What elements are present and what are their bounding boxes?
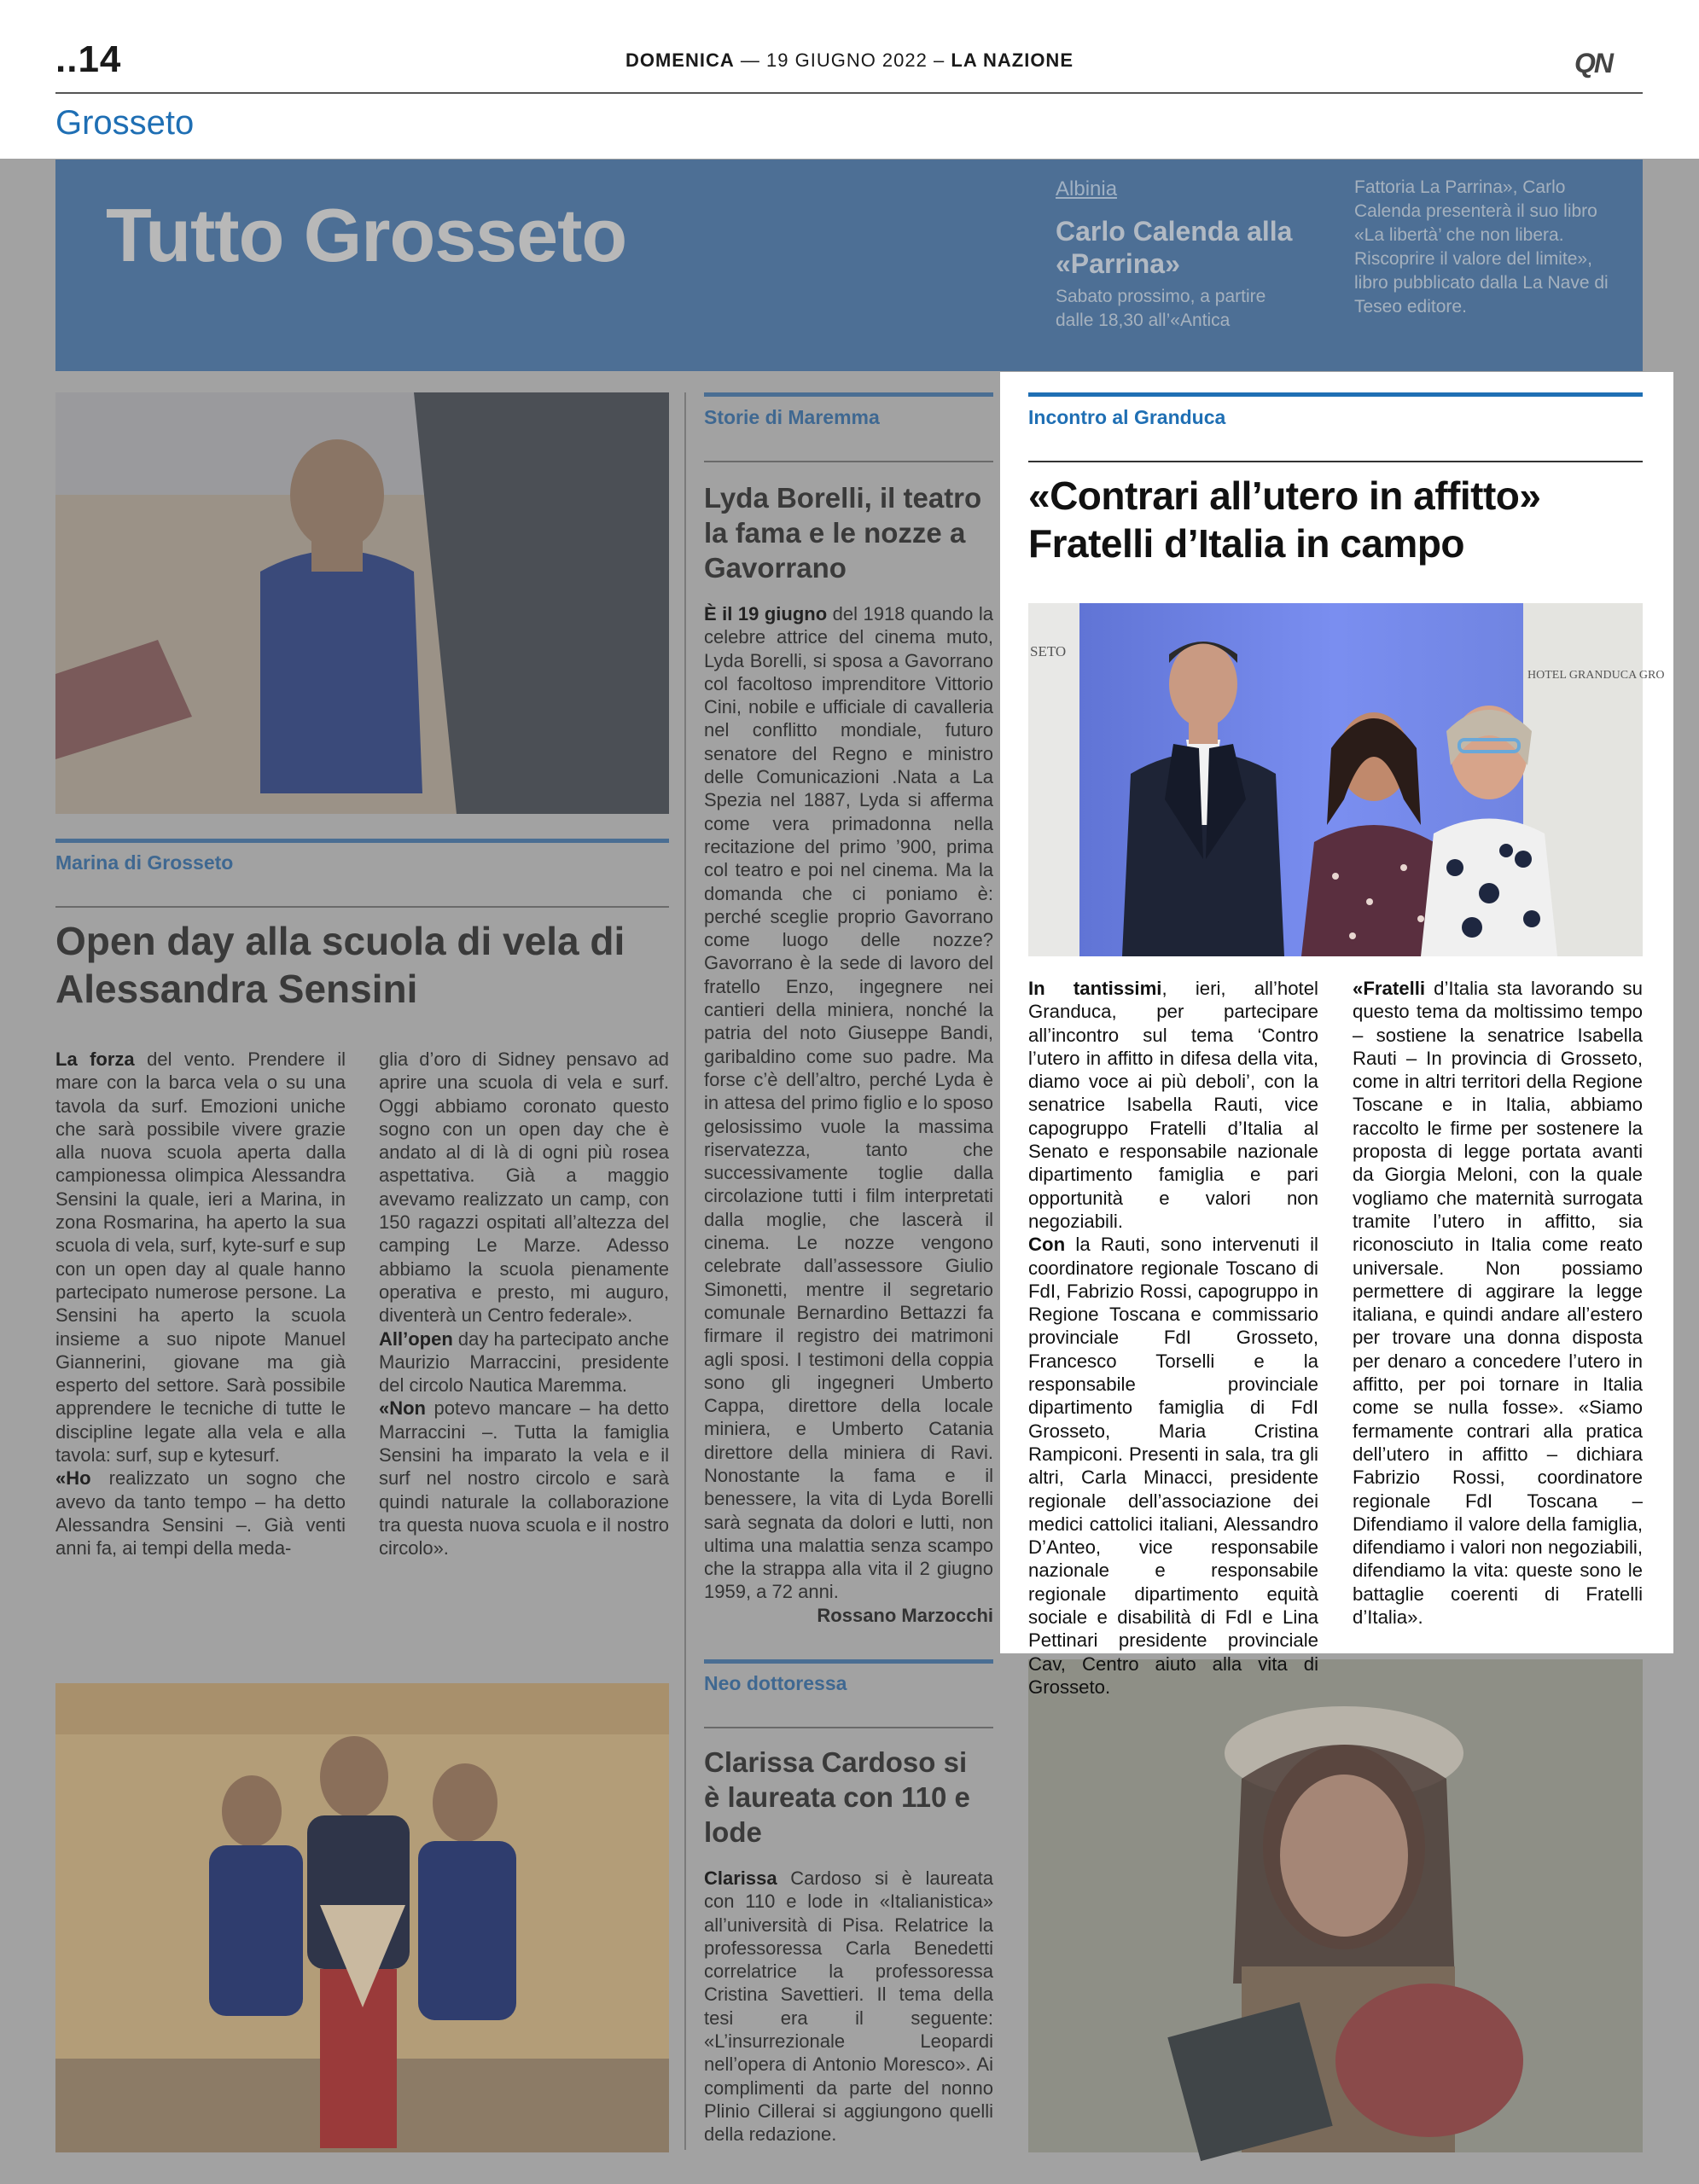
article-col-2 xyxy=(1353,977,1643,1629)
article-photo xyxy=(1028,603,1665,956)
sensini-text-2: realizzato un sogno che avevo da tanto tempo – ha detto Alessandra Sensini –. Già venti anni fa, ai tempi della meda- xyxy=(55,1467,346,1560)
date-separator-2: – xyxy=(934,49,951,71)
cardoso-kicker: Neo dottoressa xyxy=(704,1672,847,1694)
borelli-text: del 1918 quando la celebre attrice del cinema muto, Lyda Borelli, si sposa a Gavorrano col facoltoso imprenditore Vittorio Cini, nobile e ufficiale di cavalleria nel conflitto mondiale, futuro senatore del Regno e ministro delle Comunicazioni .Nata a La Spezia nel 1887, Lyda si afferma come vera primadonna nella recitazione del primo ’900, prima col teatro e poi nel cinema. Ma la domanda che ci poniamo è: perché sceglie proprio Gavorrano come luogo delle nozze? Gavorrano è la sede di lavoro del fratello Enzo, ingegnere nei cantieri della miniera, nonché la patria del noto Giuseppe Bandi, garibaldino come suo padre. Ma forse c’è dell’altro, perché Lyda è in attesa del primo figlio e lo sposo gelosissimo vuole la massima riservatezza, tanto che successivamente toglie dalla circolazione tutti i film interpretati dalla moglie, che lascerà il cinema. Le nozze vengono celebrate dall’assessore Giulio Simonetti, mentre il segretario comunale Bernardino Bettazzi fa firmare il registro dei matrimoni agli sposi. I testimoni della coppia sono gli ingegneri Umberto Cappa, direttore della locale miniera, e Umberto Catania direttore della miniera di Ravi. Nonostante la fama e il benessere, la vita di Lyda Borelli sarà segnata da dolori e lutti, non ultima una malattia senza scampo che la strappa alla vita il 2 giugno 1959, a 72 anni. xyxy=(704,603,993,1603)
article-headline xyxy=(1028,472,1651,567)
qn-logo: QN xyxy=(1574,48,1612,78)
borelli-kicker-rule xyxy=(704,461,993,462)
hotel-sign-left: SETO xyxy=(1030,643,1067,659)
banner-headline: Carlo Calenda alla «Parrina» xyxy=(1056,216,1293,279)
sensini-kicker: Marina di Grosseto xyxy=(55,851,234,874)
sensini-top-rule xyxy=(55,839,669,843)
article-lead-3: «Fratelli xyxy=(1353,978,1426,999)
article-kicker-rule xyxy=(1028,461,1643,462)
header-divider xyxy=(55,92,1643,94)
sensini-col-2 xyxy=(379,1048,669,1560)
sensini-text-1: del vento. Prendere il mare con la barca vela o su una tavola da surf. Emozioni uniche che sarà possibile vivere grazie alla nuova scuola aperta dalla campionessa olimpica Alessandra Sensini la quale, ieri a Marina, in zona Rosmarina, ha aperto la sua scuola di vela, surf, kyte-surf e sup con un open day al quale hanno partecipato numerose persone. La Sensini ha aperto la scuola insieme a suo nipote Manuel Giannerini, giovane ma già esperto del settore. Sarà possibile apprendere le tecniche di tutte le discipline legate alla vela e alla tavola: surf, sup e kytesurf. xyxy=(55,1048,346,1467)
section-title: Grosseto xyxy=(55,104,195,142)
cardoso-lead: Clarissa xyxy=(704,1867,777,1889)
article-headline-line-1: «Contrari all’utero in affitto» xyxy=(1028,473,1541,518)
borelli-lead: È il 19 giugno xyxy=(704,603,828,624)
column-divider-1 xyxy=(684,392,686,2150)
article-lead-2: Con xyxy=(1028,1234,1066,1256)
article-col-1 xyxy=(1028,977,1318,1699)
sensini-col-1 xyxy=(55,1048,346,1560)
page-number: ..14 xyxy=(55,38,122,80)
sensini-windsurf-photo xyxy=(55,392,669,814)
banner-kicker: Albinia xyxy=(1056,177,1118,200)
sensini-headline: Open day alla scuola di vela di Alessandra Sensini xyxy=(55,919,625,1011)
cardoso-body xyxy=(704,1867,993,2146)
sensini-text-4: day ha partecipato anche Maurizio Marraccini, presidente del circolo Nautica Maremma. xyxy=(379,1327,669,1397)
day-label: DOMENICA xyxy=(625,49,735,71)
date-separator: — xyxy=(740,49,767,71)
banner-text: Fattoria La Parrina», Carlo Calenda presenterà il suo libro «La libertà’ che non libera. Riscoprire il valore del limite», libro pubblicato dalla La Nave di Teseo editore. xyxy=(1354,177,1609,317)
cardoso-kicker-rule xyxy=(704,1727,993,1728)
paper-name: LA NAZIONE xyxy=(951,49,1074,71)
graduation-illustration xyxy=(1028,1659,1643,2152)
sensini-lead: La forza xyxy=(55,1048,135,1070)
windsurf-illustration xyxy=(55,392,669,814)
group-portrait-illustration xyxy=(1028,603,1665,956)
date-label: 19 GIUGNO 2022 xyxy=(766,49,928,71)
sensini-lead-3: All’open xyxy=(379,1327,453,1350)
borelli-kicker: Storie di Maremma xyxy=(704,406,880,428)
cardoso-text: Cardoso si è laureata con 110 e lode in «Italianistica» all’università di Pisa. Relatrice la professoressa Carla Benedetti correlatrice la professoressa Cristina Savettieri. Il tema della tesi era il seguente: «L’insurrezionale Leopardi nell’opera di Antonio Moresco». Ai complimenti da parte del nonno Plinio Cillerai si aggiungono quelli della redazione. xyxy=(704,1867,993,2146)
borelli-body xyxy=(704,602,993,1627)
sensini-kicker-rule xyxy=(55,906,669,908)
banner-title: Tutto Grosseto xyxy=(106,193,627,277)
hotel-sign-right: HOTEL GRANDUCA GRO xyxy=(1527,669,1665,682)
banner-subtext: Sabato prossimo, a partire dalle 18,30 all’«Antica xyxy=(1056,287,1266,330)
cardoso-top-rule xyxy=(704,1659,993,1664)
sensini-lead-4: «Non xyxy=(379,1397,426,1420)
date-line xyxy=(0,49,1699,72)
article-top-rule xyxy=(1028,392,1643,397)
article-text-3: d’Italia sta lavorando su questo tema da moltissimo tempo – sostiene la senatrice Isabella Rauti – In provincia di Grosseto, come in altri territori della Regione Toscane e in Italia, abbiamo raccolto le firme per sostenere la proposta di legge portata avanti da Giorgia Meloni, con la quale vogliamo che maternità surrogata tramite l’utero in affitto, sia riconosciuto in Italia come reato universale. Non possiamo permettere di aggirare la legge italiana, e quindi andare all’estero per trovare una donna disposta per denaro a concedere l’utero in affitto, per poi tornare in Italia come se nulla fosse». «Siamo fermamente contrari alla pratica dell’utero in affitto – dichiara Fabrizio Rossi, coordinatore regionale FdI Toscana – Difendiamo il valore della famiglia, difendiamo i valori non negoziabili, difendiamo la vita: queste sono le battaglie coerenti di Fratelli d’Italia». xyxy=(1353,978,1643,1629)
cardoso-graduation-photo xyxy=(1028,1659,1643,2152)
article-text-2: la Rauti, sono intervenuti il coordinatore regionale Toscano di FdI, Fabrizio Rossi, capogruppo in Regione Toscana e commissario provinciale FdI Grosseto, Francesco Torselli e la responsabile provinciale dipartimento famiglia di FdI Grosseto, Maria Cristina Rampiconi. Presenti in sala, tra gli altri, Carla Minacci, presidente regionale dell’associazione dei medici cattolici italiani, Alessandro D’Anteo, vice responsabile nazionale e responsabile regionale dipartimento equità sociale e disabilità di FdI e Lina Pettinari presidente provinciale Cav, Centro aiuto alla vita di Grosseto. xyxy=(1028,1234,1318,1698)
borelli-author: Rossano Marzocchi xyxy=(817,1604,993,1626)
article-lead: In tantissimi xyxy=(1028,978,1162,999)
sensini-text-5: potevo mancare – ha detto Marraccini –. Tutta la famiglia Sensini ha imparato la vela e il surf nel nostro circolo e sarà quindi naturale la collaborazione tra questa nuova scuola e il nostro circolo». xyxy=(379,1397,669,1560)
cardoso-headline: Clarissa Cardoso si è laureata con 110 e lode xyxy=(704,1746,970,1848)
article-headline-line-2: Fratelli d’Italia in campo xyxy=(1028,521,1465,566)
article-text-1: , ieri, all’hotel Granduca, per partecipare all’incontro sul tema ‘Contro l’utero in affitto in difesa della vita, diamo voce ai più deboli’, con la senatrice Isabella Rauti, vice capogruppo Fratelli d’Italia al Senato e responsabile nazionale dipartimento famiglia e pari opportunità e valori non negoziabili. xyxy=(1028,978,1318,1232)
borelli-top-rule xyxy=(704,392,993,397)
borelli-headline: Lyda Borelli, il teatro la fama e le nozze a Gavorrano xyxy=(704,482,982,584)
group-illustration xyxy=(55,1683,669,2152)
sensini-group-photo xyxy=(55,1683,669,2152)
article-kicker: Incontro al Granduca xyxy=(1028,406,1226,428)
sensini-text-3: glia d’oro di Sidney pensavo ad aprire una scuola di vela e surf. Oggi abbiamo coronato questo sogno con un open day che è andato al di là di ogni più rosea aspettativa. Già a maggio avevamo realizzato un camp, con 150 ragazzi ospitati all’altezza del camping Le Marze. Adesso abbiamo la scuola pienamente operativa e presto, mi auguro, diventerà un Centro federale». xyxy=(379,1048,669,1327)
sensini-lead-2: «Ho xyxy=(55,1467,91,1490)
